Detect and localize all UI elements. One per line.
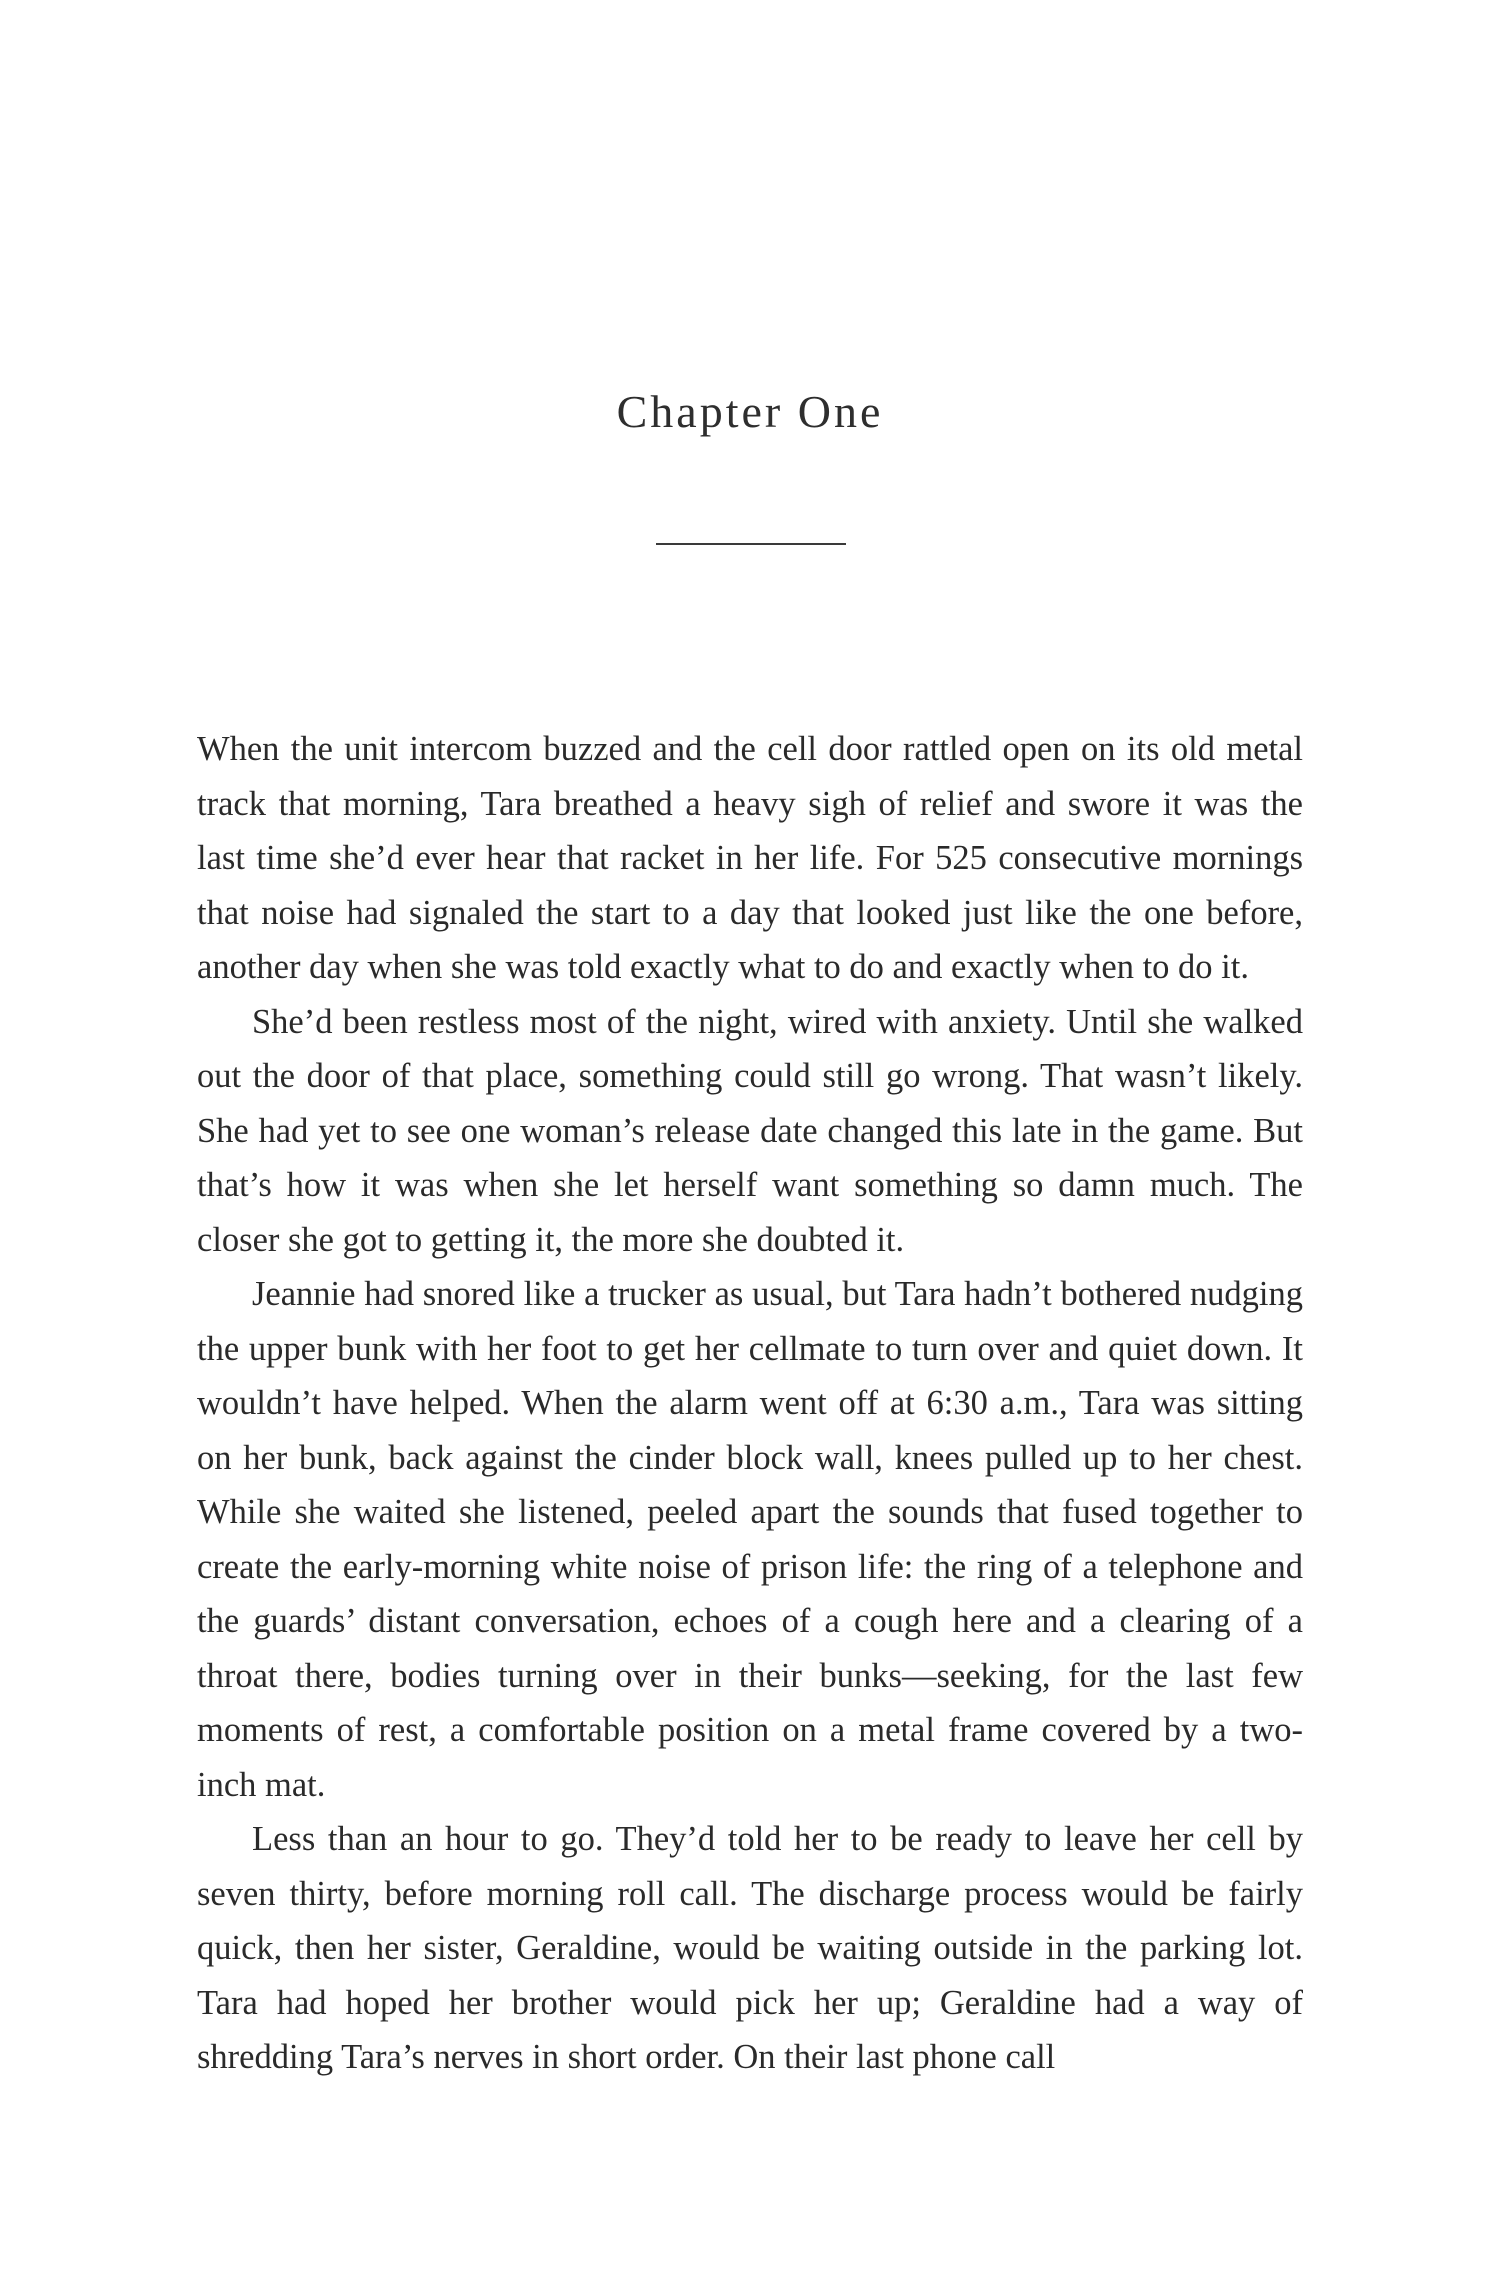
paragraph: When the unit intercom buzzed and the cell door rattled open on its old metal track that morning, Tara breathed a heavy sigh of relief and swore it was the last time she’d ever hear that racket in her life. For 525 consecutive mornings that noise had signaled the start to a day that looked just like the one before, another day when she was told exactly what to do and exactly when to do it. [197,730,1303,986]
chapter-body [197,722,1303,2085]
chapter-title: Chapter One [616,386,884,437]
chapter-divider [656,543,846,545]
paragraph: She’d been restless most of the night, wired with anxiety. Until she walked out the door of that place, something could still go wrong. That wasn’t likely. She had yet to see one woman’s release date changed this late in the game. But that’s how it was when she let herself want something so damn much. The closer she got to getting it, the more she doubted it. [197,1002,1303,1259]
paragraph: Less than an hour to go. They’d told her to be ready to leave her cell by seven thirty, before morning roll call. The discharge process would be fairly quick, then her sister, Geraldine, would be waiting outside in the parking lot. Tara had hoped her brother would pick her up; Geraldine had a way of shredding Tara’s nerves in short order. On their last phone call [197,1820,1303,2076]
paragraph: Jeannie had snored like a trucker as usual, but Tara hadn’t bothered nudging the upper bunk with her foot to get her cellmate to turn over and quiet down. It wouldn’t have helped. When the alarm went off at 6:30 a.m., Tara was sitting on her bunk, back against the cinder block wall, knees pulled up to her chest. While she waited she listened, peeled apart the sounds that fused together to create the early-morning white noise of prison life: the ring of a telephone and the guards’ distant conversation, echoes of a cough here and a clearing of a throat there, bodies turning over in their bunks—seeking, for the last few moments of rest, a comfortable position on a metal frame covered by a two-inch mat. [197,1275,1303,1804]
